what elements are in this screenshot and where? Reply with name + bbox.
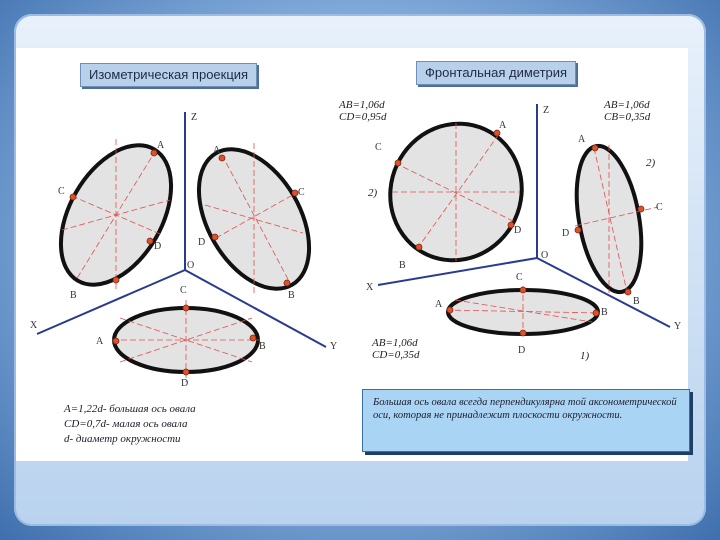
dim-oval-left xyxy=(368,102,544,282)
dim-label-left-d: D xyxy=(514,225,522,236)
dim-right-cb: CB=0,35d xyxy=(604,111,651,123)
dim-point-right-b xyxy=(625,289,631,295)
dim-label-right-d: D xyxy=(562,228,570,239)
dim-point-right-c xyxy=(638,206,644,212)
iso-point-bottom-b xyxy=(250,335,256,341)
iso-label-bottom-c: C xyxy=(180,285,187,296)
dim-point-left-b xyxy=(416,244,422,250)
dim-label-bottom-a: A xyxy=(435,299,443,310)
dim-point-bottom-a xyxy=(447,307,453,313)
dim-point-bottom-c xyxy=(520,287,526,293)
dim-left-cd: CD=0,95d xyxy=(339,111,387,123)
plane-mark-left: 2) xyxy=(368,187,378,199)
dim-label-bottom-b: B xyxy=(601,307,608,318)
iso-point-right-b xyxy=(284,280,290,286)
iso-point-bottom-a xyxy=(113,338,119,344)
iso-label-bottom-b: B xyxy=(259,341,266,352)
iso-point-left-c xyxy=(70,194,76,200)
iso-label-z: Z xyxy=(191,112,198,123)
dim-point-bottom-b xyxy=(593,310,599,316)
dim-label-left-b: B xyxy=(399,260,406,271)
dim-point-left-c xyxy=(395,160,401,166)
dim-label-origin: O xyxy=(541,250,549,261)
plane-mark-right: 2) xyxy=(646,157,656,169)
dim-left-ab: AB=1,06d xyxy=(339,99,385,111)
iso-label-bottom-a: A xyxy=(96,336,104,347)
dim-label-right-b: B xyxy=(633,296,640,307)
iso-label-left-a: A xyxy=(157,140,165,151)
dim-label-left-c: C xyxy=(375,142,382,153)
dim-label-bottom-c: C xyxy=(516,272,523,283)
iso-label-bottom-d: D xyxy=(181,378,189,389)
dim-label-left-a: A xyxy=(499,120,507,131)
dim-bottom-cd: CD=0,35d xyxy=(372,349,420,361)
dim-right-ab: AB=1,06d xyxy=(604,99,650,111)
dim-oval-right xyxy=(567,141,658,297)
dim-label-y: Y xyxy=(674,321,682,332)
rule-note-box xyxy=(362,389,690,452)
dim-point-bottom-d xyxy=(520,330,526,336)
iso-label-origin: O xyxy=(187,260,195,271)
iso-label-left-d: D xyxy=(154,241,162,252)
iso-label-right-a: A xyxy=(213,145,221,156)
iso-oval-right xyxy=(176,130,332,308)
iso-point-left-b xyxy=(113,277,119,283)
iso-label-left-b: B xyxy=(70,290,77,301)
rule-note-text: Большая ось овала всегда перпендикулярна той аксонометрической оси, которая не принадлежит плоскости окружности. xyxy=(373,397,677,421)
iso-label-x: X xyxy=(30,320,38,331)
dim-bottom-ab: AB=1,06d xyxy=(372,337,418,349)
legend-line-1: A=1,22d- большая ось овала xyxy=(64,403,196,415)
dim-label-x: X xyxy=(366,282,374,293)
isometric-legend xyxy=(64,402,264,447)
dimetric-title: Фронтальная диметрия xyxy=(416,61,576,85)
iso-label-right-d: D xyxy=(198,237,206,248)
iso-point-bottom-d xyxy=(183,369,189,375)
iso-label-y: Y xyxy=(330,341,338,352)
dim-label-z: Z xyxy=(543,105,550,116)
iso-label-left-c: C xyxy=(58,186,65,197)
plane-mark-bottom: 1) xyxy=(580,350,590,362)
isometric-title: Изометрическая проекция xyxy=(80,63,257,87)
iso-label-right-b: B xyxy=(288,290,295,301)
legend-line-2: CD=0,7d- малая ось овала xyxy=(64,418,188,430)
iso-point-right-d xyxy=(212,234,218,240)
dim-oval-bottom xyxy=(446,286,600,336)
dim-label-right-c: C xyxy=(656,202,663,213)
iso-label-right-c: C xyxy=(298,187,305,198)
iso-point-bottom-c xyxy=(183,305,189,311)
legend-line-3: d- диаметр окружности xyxy=(64,433,181,445)
dim-point-right-d xyxy=(575,227,581,233)
iso-point-left-d xyxy=(147,238,153,244)
dim-label-right-a: A xyxy=(578,134,586,145)
dim-point-right-a xyxy=(592,145,598,151)
dim-label-bottom-d: D xyxy=(518,345,526,356)
